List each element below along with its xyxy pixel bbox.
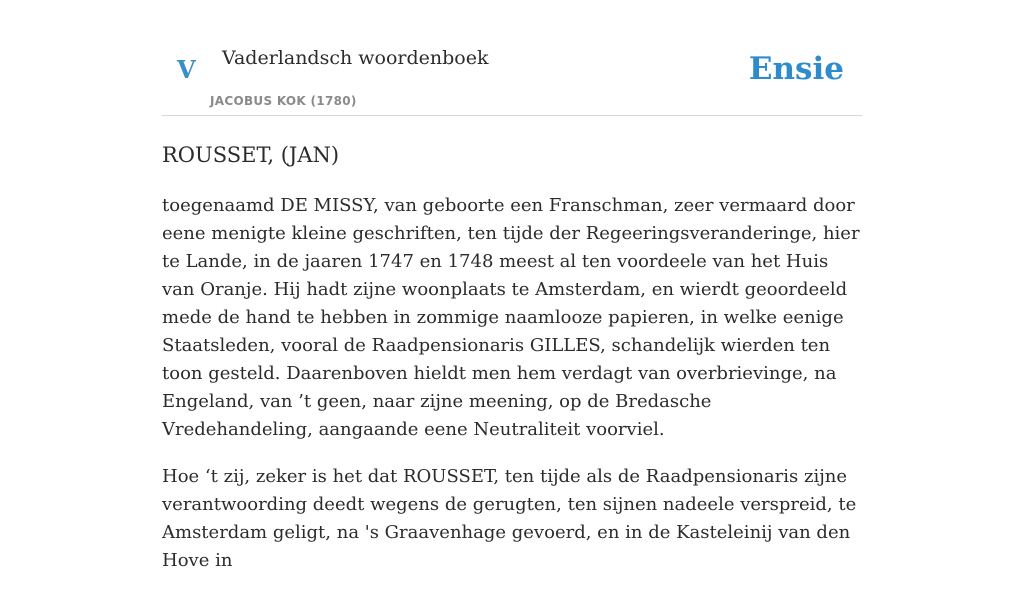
book-title-link[interactable]: Vaderlandsch woordenboek: [222, 47, 489, 69]
entry-paragraph: toegenaamd DE MISSY, van geboorte een Franschman, zeer vermaard door eene menigte kleine geschriften, ten tijde der Regeeringsveranderinge, hier te Lande, in de jaaren 1747 en 1748 meest al ten voordeele van het Huis van Oranje. Hij hadt zijne woonplaats te Amsterdam, en wierdt geoordeeld mede de hand te hebben in zommige naamlooze papieren, in welke eenige Staatsleden, vooral de Raadpensionaris GILLES, schandelijk wierden ten toon gesteld. Daarenboven hieldt men hem verdagt van overbrievinge, na Engeland, van ’t geen, naar zijne meening, op de Bredasche Vredehandeling, aangaande eene Neutraliteit voorviel.: [162, 195, 860, 440]
book-letter-icon[interactable]: V: [177, 55, 196, 84]
book-header: [162, 0, 862, 116]
book-author: JACOBUS KOK (1780): [210, 94, 357, 108]
ensie-logo[interactable]: Ensie: [748, 51, 844, 87]
entry-body: [162, 192, 862, 594]
entry-paragraph: Hoe ‘t zij, zeker is het dat ROUSSET, ten tijde als de Raadpensionaris zijne verantwoording deedt wegens de gerugten, ten sijnen nadeele verspreid, te Amsterdam geligt, na 's Graavenhage gevoerd, en in de Kasteleinij van den Hove in: [162, 466, 857, 571]
page-container: [162, 0, 862, 571]
entry-title: ROUSSET, (JAN): [162, 143, 340, 167]
